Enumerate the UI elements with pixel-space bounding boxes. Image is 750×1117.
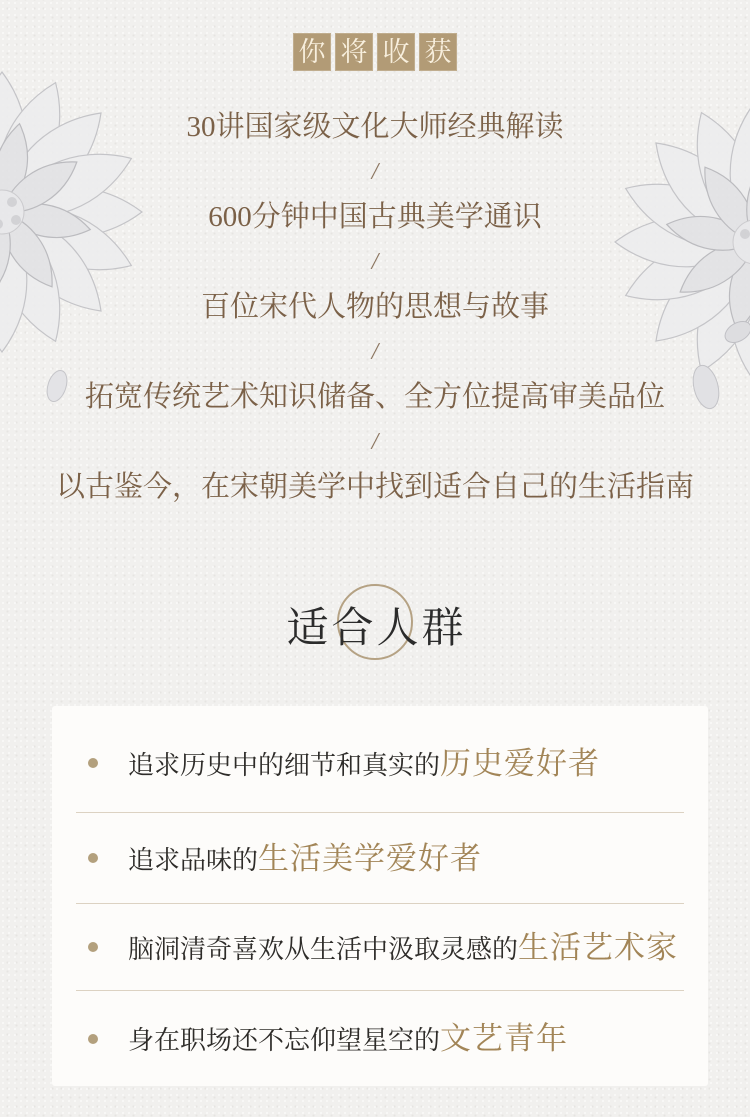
benefit-item: 600分钟中国古典美学通识 [208,201,542,233]
benefit-item: 以古鉴今，在宋朝美学中找到适合自己的生活指南 [55,471,694,503]
badge-char-box [293,33,331,71]
audience-item-text [128,929,679,965]
audience-item [52,904,708,990]
bullet-dot-icon [88,942,98,952]
audience-item [52,813,708,903]
bullet-dot-icon [88,758,98,768]
benefit-item: 拓宽传统艺术知识储备、全方位提高审美品位 [84,381,665,413]
audience-item-normal-text: 追求历史中的细节和真实的 [128,750,441,780]
badge-char: 将 [340,37,368,67]
badge-char: 你 [298,37,326,67]
audience-item-normal-text: 脑洞清奇喜欢从生活中汲取灵感的 [128,934,519,964]
bullet-dot-icon [88,853,98,863]
section-title-audience: 适合人群 [286,606,467,652]
audience-item-text [128,745,601,781]
benefit-item: 百位宋代人物的思想与故事 [200,291,549,323]
section-header-you-will-gain [0,33,750,71]
audience-item-normal-text: 追求品味的 [128,845,259,875]
audience-item-text [128,1023,568,1054]
badge-char-box [335,33,373,71]
audience-card [52,706,708,1086]
badge-char: 收 [382,37,410,67]
audience-item-highlight-text: 历史爱好者 [440,745,601,781]
audience-item-highlight-text: 文艺青年 [440,1021,569,1056]
audience-item [52,991,708,1086]
audience-item-highlight-text: 生活美学爱好者 [258,840,483,876]
benefit-separator: / [371,429,379,455]
audience-item [52,714,708,812]
badge-char-box [377,33,415,71]
audience-item-highlight-text: 生活艺术家 [518,929,679,965]
benefit-separator: / [371,159,379,185]
audience-item-text [128,840,483,876]
badge-char-box [419,33,457,71]
section-header-audience [0,582,750,668]
badge-char: 获 [424,37,452,67]
benefit-separator: / [371,249,379,275]
bullet-dot-icon [88,1034,98,1044]
benefit-separator: / [371,339,379,365]
audience-item-normal-text: 身在职场还不忘仰望星空的 [128,1026,441,1055]
benefit-item: 30讲国家级文化大师经典解读 [186,111,564,143]
benefits-list [0,105,750,510]
